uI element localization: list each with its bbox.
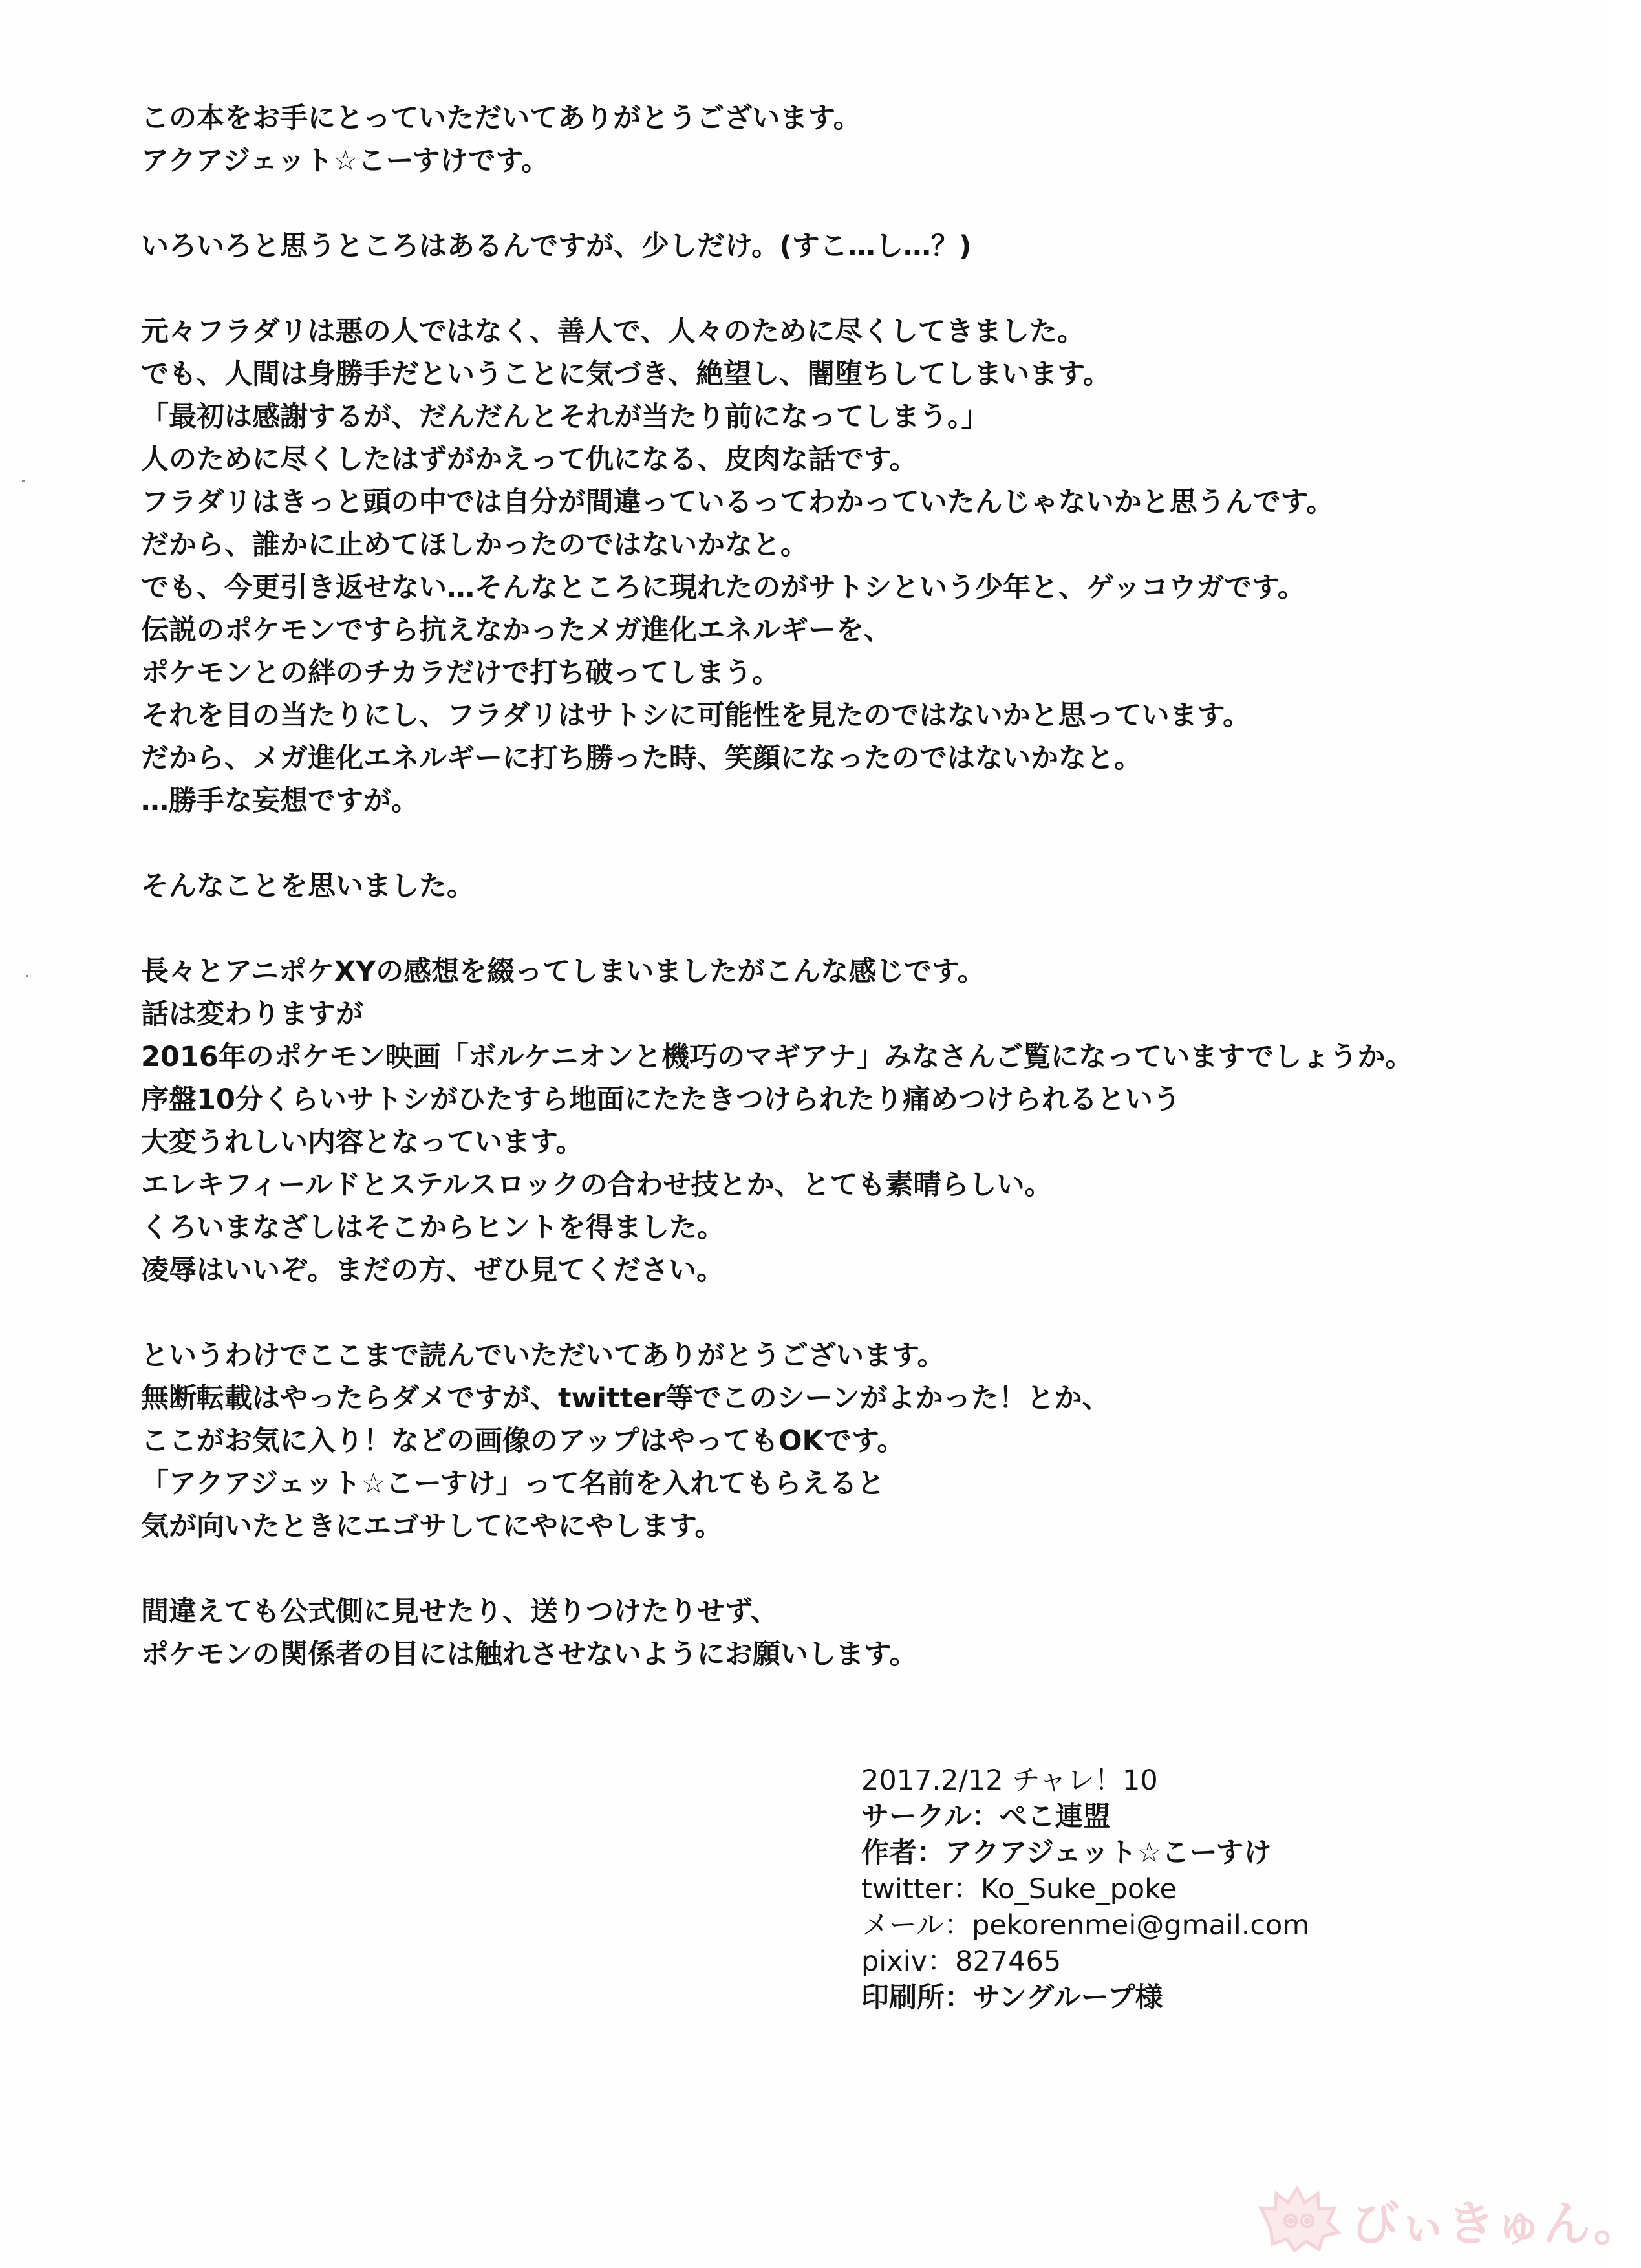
colophon-mail: メール：pekorenmei@gmail.com [861, 1909, 1310, 1942]
text-line: だから、誰かに止めてほしかったのではないかなと。 [141, 529, 808, 561]
text-line: だから、メガ進化エネルギーに打ち勝った時、笑顔になったのではないかなと。 [141, 742, 1142, 775]
text-line: 無断転載はやったらダメですが、twitter等でこのシーンがよかった！とか、 [141, 1382, 1110, 1415]
text-line: 人のために尽くしたはずがかえって仇になる、皮肉な話です。 [141, 444, 917, 476]
text-line: 「アクアジェット☆こーすけ」って名前を入れてもらえると [141, 1468, 885, 1500]
text-line: 2016年のポケモン映画「ボルケニオンと機巧のマギアナ」みなさんご覧になっていますでしょうか。 [141, 1041, 1413, 1073]
text-line: ここがお気に入り！などの画像のアップはやってもOKです。 [141, 1425, 905, 1457]
colophon-pixiv: pixiv：827465 [861, 1945, 1062, 1978]
watermark [1254, 2182, 1641, 2253]
paragraph-request [141, 1590, 1563, 1676]
text-line: 伝説のポケモンですら抗えなかったメガ進化エネルギーを、 [141, 614, 892, 647]
afterword-body [141, 97, 1563, 1718]
text-line: ポケモンの関係者の目には触れさせないようにお願いします。 [141, 1638, 917, 1671]
paragraph-greeting [141, 97, 1563, 182]
text-line: 話は変わりますが [141, 998, 363, 1031]
text-line: …勝手な妄想ですが。 [141, 785, 419, 817]
text-line: エレキフィールドとステルスロックの合わせ技とか、とても素晴らしい。 [141, 1169, 1053, 1201]
text-line: それを目の当たりにし、フラダリはサトシに可能性を見たのではないかと思っています。 [141, 700, 1251, 732]
text-line: くろいまなざしはそこからヒントを得ました。 [141, 1212, 725, 1244]
text-line: そんなことを思いました。 [141, 870, 475, 903]
paragraph-flare [141, 310, 1563, 822]
scan-speck [26, 975, 28, 977]
text-line: というわけでここまで読んでいただいてありがとうございます。 [141, 1340, 945, 1372]
colophon-event: 2017.2/12 チャレ！10 [861, 1764, 1158, 1797]
text-line: いろいろと思うところはあるんですが、少しだけ。(すこ…し…？) [141, 230, 972, 262]
text-line: 間違えても公式側に見せたり、送りつけたりせず、 [141, 1596, 778, 1628]
colophon [861, 1762, 1508, 2016]
text-line: 「最初は感謝するが、だんだんとそれが当たり前になってしまう。」 [141, 401, 989, 433]
text-line: ポケモンとの絆のチカラだけで打ち破ってしまう。 [141, 657, 780, 689]
text-line: 長々とアニポケXYの感想を綴ってしまいましたがこんな感じです。 [141, 956, 985, 988]
colophon-twitter: twitter：Ko_Suke_poke [861, 1873, 1177, 1905]
text-line: 元々フラダリは悪の人ではなく、善人で、人々のために尽くしてきました。 [141, 316, 1085, 348]
text-line: でも、今更引き返せない…そんなところに現れたのがサトシという少年と、ゲッコウガです。 [141, 572, 1305, 604]
paragraph-thoughts [141, 865, 1563, 908]
paragraph-sharing [141, 1334, 1563, 1548]
text-line: 大変うれしい内容となっています。 [141, 1126, 584, 1159]
text-line: アクアジェット☆こーすけです。 [141, 145, 550, 177]
colophon-author: 作者：アクアジェット☆こーすけ [861, 1837, 1272, 1869]
paragraph-movie [141, 950, 1563, 1292]
colophon-circle: サークル：ぺこ連盟 [861, 1801, 1111, 1833]
text-line: 気が向いたときにエゴサしてにやにやします。 [141, 1510, 723, 1543]
text-line: この本をお手にとっていただいてありがとうございます。 [141, 102, 861, 134]
text-line: 凌辱はいいぞ。まだの方、ぜひ見てください。 [141, 1254, 725, 1287]
mascot-icon [1254, 2182, 1345, 2253]
scan-speck [22, 480, 25, 482]
watermark-text: びぃきゅん。 [1351, 2196, 1641, 2252]
paragraph-intro [141, 225, 1563, 268]
colophon-printer: 印刷所：サングループ様 [861, 1982, 1163, 2014]
text-line: フラダリはきっと頭の中では自分が間違っているってわかっていたんじゃないかと思うんです。 [141, 486, 1335, 519]
text-line: でも、人間は身勝手だということに気づき、絶望し、闇堕ちしてしまいます。 [141, 358, 1111, 390]
text-line: 序盤10分くらいサトシがひたすら地面にたたきつけられたり痛めつけられるという [141, 1084, 1181, 1116]
